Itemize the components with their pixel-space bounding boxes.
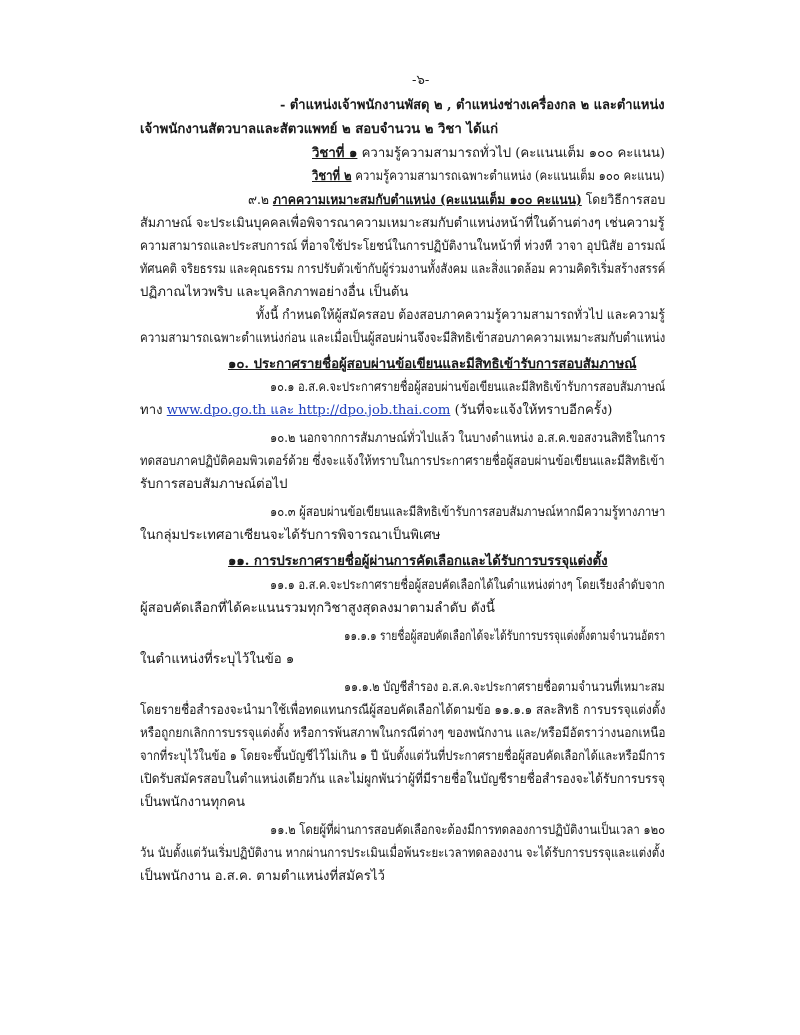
section-9-2-line-2: ความสามารถและประสบการณ์ ที่อาจใช้ประโยชน์ในการปฏิบัติงานในหน้าที่ ท่วงที วาจา อุปนิสัย อารมณ์ <box>140 239 666 254</box>
section-11-2-line-2: วัน นับตั้งแต่วันเริ่มปฏิบัติงาน หากผ่านการประเมินเมื่อพ้นระยะเวลาทดลองงาน จะได้รับการบรรจุและแต่งตั้ง <box>140 846 665 861</box>
section-10-2-line-1: ๑๐.๒ นอกจากการสัมภาษณ์ทั่วไปแล้ว ในบางตำแหน่ง อ.ส.ค.ขอสงวนสิทธิในการ <box>270 431 666 446</box>
section-9-2-line-3: ทัศนคติ จริยธรรม และคุณธรรม การปรับตัวเข้ากับผู้ร่วมงานทั้งสังคม และสิ่งแวดล้อม ความคิดริเริ่มสร้างสรรค์ <box>140 262 666 277</box>
subject-1-label: วิชาที่ ๑ <box>312 146 358 161</box>
subject-2-label: วิชาที่ ๒ <box>312 169 352 184</box>
section-10-1-line-1: ๑๐.๑ อ.ส.ค.จะประกาศรายชื่อผู้สอบผ่านข้อเขียนและมีสิทธิเข้ารับการสอบสัมภาษณ์ <box>270 380 666 395</box>
dpo-job-link[interactable]: http://dpo.job.thai.com <box>298 403 451 418</box>
section-9-2-note-1: ทั้งนี้ กำหนดให้ผู้สมัครสอบ ต้องสอบภาคความรู้ความสามารถทั่วไป และความรู้ <box>256 308 665 323</box>
section-9-2-heading-line <box>248 192 665 210</box>
subject-2 <box>312 168 665 186</box>
section-11-2-line-3: เป็นพนักงาน อ.ส.ค. ตามตำแหน่งที่สมัครไว้ <box>140 869 385 884</box>
section-9-2-note-2: ความสามารถเฉพาะตำแหน่งก่อน และเมื่อเป็นผู้สอบผ่านจึงจะมีสิทธิเข้าสอบภาคความเหมาะสมกับตำแหน่ง <box>140 331 666 346</box>
section-11-1-1-line-2: ในตำแหน่งที่ระบุไว้ในข้อ ๑ <box>140 652 295 667</box>
section-9-2-heading: ภาคความเหมาะสมกับตำแหน่ง (คะแนนเต็ม ๑๐๐ คะแนน) <box>272 193 582 208</box>
intro-line-2: เจ้าพนักงานสัตวบาลและสัตวแพทย์ ๒ สอบจำนวน ๒ วิชา ได้แก่ <box>140 122 499 137</box>
link-connector: และ <box>266 403 299 418</box>
section-11-1-line-2: ผู้สอบคัดเลือกที่ได้คะแนนรวมทุกวิชาสูงสุดลงมาตามลำดับ ดังนี้ <box>140 601 495 616</box>
section-11-2-line-1: ๑๑.๒ โดยผู้ที่ผ่านการสอบคัดเลือกจะต้องมีการทดลองการปฏิบัติงานเป็นเวลา ๑๒๐ <box>270 823 666 838</box>
section-9-2-rest: โดยวิธีการสอบ <box>581 193 666 208</box>
section-11-1-2-line-6: เป็นพนักงานทุกคน <box>140 795 245 810</box>
section-11-1-2-line-5: เปิดรับสมัครสอบในตำแหน่งเดียวกัน และไม่ผูกพันว่าผู้ที่มีรายชื่อในบัญชีรายชื่อสำรองจะได้รับการบรรจุ <box>140 772 665 787</box>
section-11-1-line-1: ๑๑.๑ อ.ส.ค.จะประกาศรายชื่อผู้สอบคัดเลือกได้ในตำแหน่งต่างๆ โดยเรียงลำดับจาก <box>270 578 665 593</box>
subject-1 <box>312 145 665 163</box>
section-10-1-suffix: (วันที่จะแจ้งให้ทราบอีกครั้ง) <box>450 403 613 418</box>
section-10-3-line-1: ๑๐.๓ ผู้สอบผ่านข้อเขียนและมีสิทธิเข้ารับการสอบสัมภาษณ์หากมีความรู้ทางภาษา <box>270 505 666 520</box>
section-9-2-number: ๙.๒ <box>248 193 273 208</box>
section-9-2-line-4: ปฏิภาณไหวพริบ และบุคลิกภาพอย่างอื่น เป็นต้น <box>140 285 409 300</box>
section-10-heading: ๑๐. ประกาศรายชื่อผู้สอบผ่านข้อเขียนและมีสิทธิเข้ารับการสอบสัมภาษณ์ <box>228 357 637 372</box>
page-number: -๖- <box>412 73 430 88</box>
section-11-1-1-line-1: ๑๑.๑.๑ รายชื่อผู้สอบคัดเลือกได้จะได้รับการบรรจุแต่งตั้งตามจำนวนอัตรา <box>344 629 666 644</box>
section-11-1-2-line-4: จากที่ระบุไว้ในข้อ ๑ โดยจะขึ้นบัญชีไว้ไม่เกิน ๑ ปี นับตั้งแต่วันที่ประกาศรายชื่อผู้สอบคัดเลือกได้และหรือมีการ <box>140 749 666 764</box>
subject-1-text: ความรู้ความสามารถทั่วไป (คะแนนเต็ม ๑๐๐ คะแนน) <box>357 146 666 161</box>
section-11-1-2-line-3: หรือถูกยกเลิกการบรรจุแต่งตั้ง หรือการพ้นสภาพในกรณีต่างๆ ของพนักงาน และ/หรือมีอัตราว่างนอกเหนือ <box>140 726 666 741</box>
section-10-1-prefix: ทาง <box>140 403 167 418</box>
section-10-2-line-2: ทดสอบภาคปฏิบัติคอมพิวเตอร์ด้วย ซึ่งจะแจ้งให้ทราบในการประกาศรายชื่อผู้สอบผ่านข้อเขียนและมีสิทธิเข้า <box>140 454 665 469</box>
section-11-1-2-line-1: ๑๑.๑.๒ บัญชีสำรอง อ.ส.ค.จะประกาศรายชื่อตามจำนวนที่เหมาะสม <box>344 680 665 695</box>
dpo-website-link[interactable]: www.dpo.go.th <box>166 403 267 418</box>
section-10-2-line-3: รับการสอบสัมภาษณ์ต่อไป <box>140 477 288 492</box>
section-10-1-line-2 <box>140 402 612 420</box>
section-9-2-line-1: สัมภาษณ์ จะประเมินบุคคลเพื่อพิจารณาความเหมาะสมกับตำแหน่งหน้าที่ในด้านต่างๆ เช่นความรู้ <box>140 216 665 231</box>
section-10-3-line-2: ในกลุ่มประเทศอาเซียนจะได้รับการพิจารณาเป็นพิเศษ <box>140 528 441 543</box>
section-11-heading: ๑๑. การประกาศรายชื่อผู้ผ่านการคัดเลือกและได้รับการบรรจุแต่งตั้ง <box>228 554 608 569</box>
subject-2-text: ความรู้ความสามารถเฉพาะตำแหน่ง (คะแนนเต็ม ๑๐๐ คะแนน) <box>351 169 665 184</box>
section-11-1-2-line-2: โดยรายชื่อสำรองจะนำมาใช้เพื่อทดแทนกรณีผู้สอบคัดเลือกได้ตามข้อ ๑๑.๑.๑ สละสิทธิ การบรรจุแต่งตั้ง <box>140 703 666 718</box>
intro-line-1: - ตำแหน่งเจ้าพนักงานพัสดุ ๒ , ตำแหน่งช่างเครื่องกล ๒ และตำแหน่ง <box>280 98 665 113</box>
